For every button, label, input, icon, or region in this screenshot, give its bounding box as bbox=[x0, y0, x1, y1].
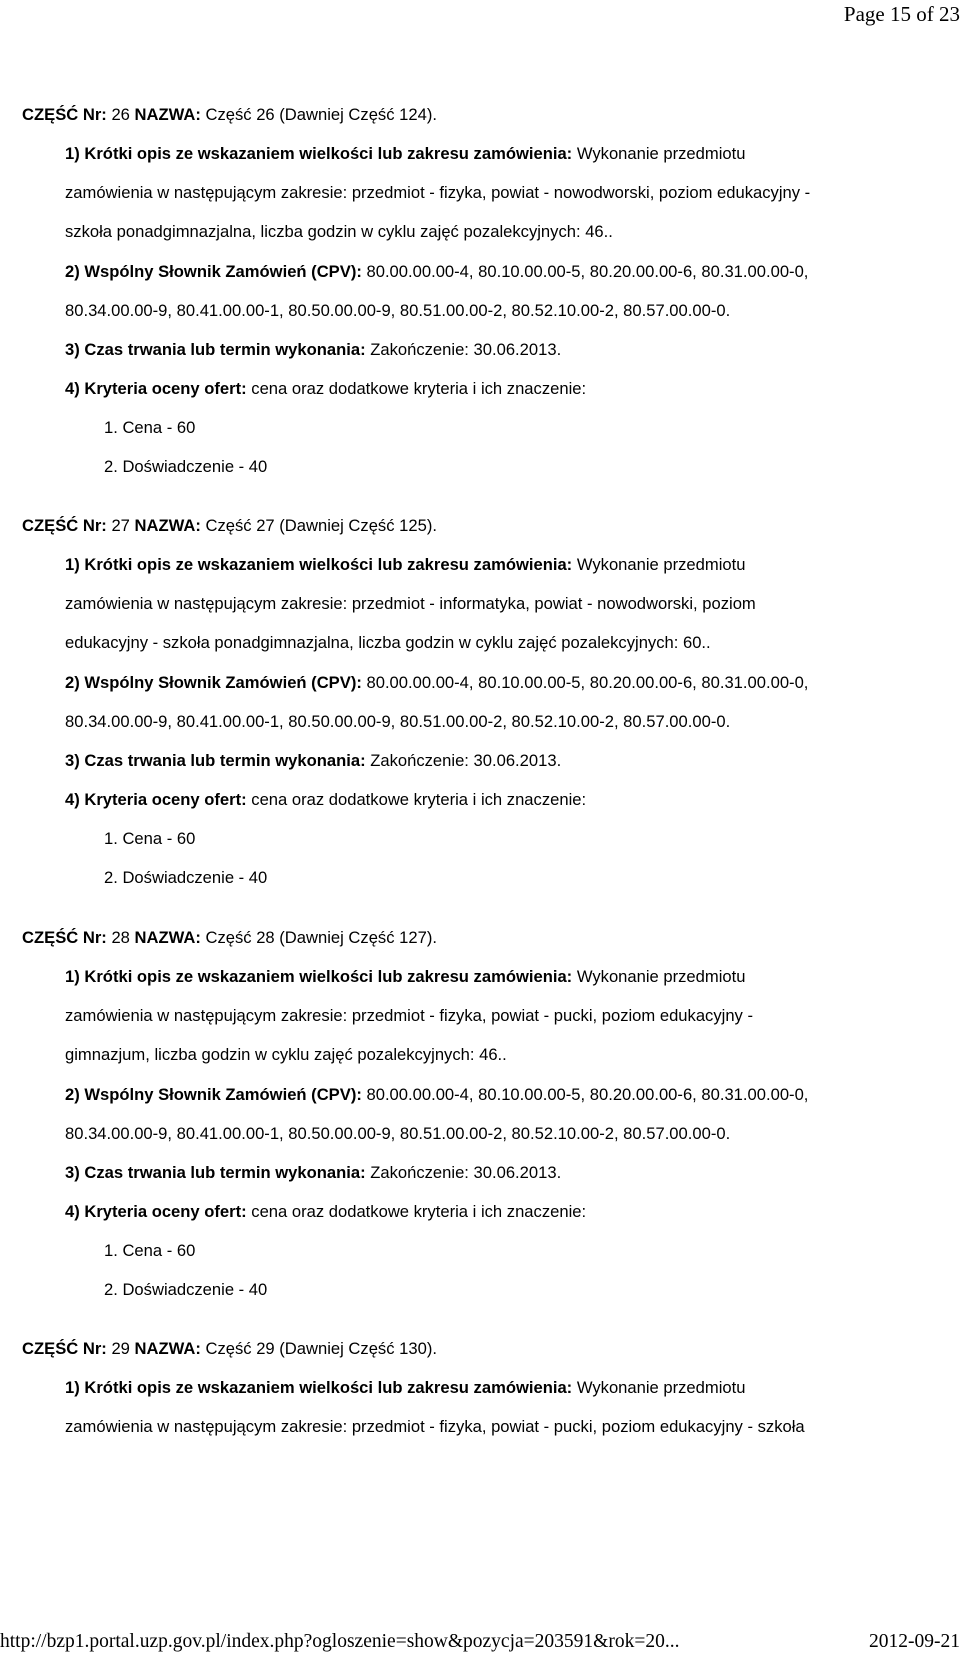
description-label: 1) Krótki opis ze wskazaniem wielkości lub zakresu zamówienia: bbox=[65, 967, 573, 986]
cpv-codes bbox=[65, 663, 952, 741]
duration-label: 3) Czas trwania lub termin wykonania: bbox=[65, 339, 366, 359]
description-text: zamówienia w następującym zakresie: przedmiot - fizyka, powiat - pucki, poziom edukacyjny - bbox=[65, 1006, 753, 1026]
cpv-value: 80.00.00.00-4, 80.10.00.00-5, 80.20.00.00-6, 80.31.00.00-0, bbox=[361, 261, 809, 281]
duration bbox=[65, 741, 952, 780]
part-nr-label: CZĘŚĆ Nr: bbox=[22, 928, 107, 947]
duration-value: Zakończenie: 30.06.2013. bbox=[365, 1162, 562, 1182]
part-name-label: NAZWA: bbox=[134, 516, 201, 535]
description-text: Wykonanie przedmiotu bbox=[572, 967, 746, 986]
criterion-item: 2. Doświadczenie - 40 bbox=[104, 868, 268, 888]
criteria-intro bbox=[65, 1192, 952, 1231]
part-heading bbox=[22, 918, 952, 957]
short-description bbox=[65, 957, 952, 1075]
criteria-value: cena oraz dodatkowe kryteria i ich znaczenie: bbox=[246, 790, 587, 810]
cpv-codes bbox=[65, 252, 952, 330]
part-nr-value: 29 bbox=[106, 1339, 135, 1358]
description-label: 1) Krótki opis ze wskazaniem wielkości lub zakresu zamówienia: bbox=[65, 144, 573, 163]
page-footer bbox=[0, 1630, 960, 1654]
criteria-intro bbox=[65, 369, 952, 408]
duration bbox=[65, 330, 952, 369]
cpv-value: 80.00.00.00-4, 80.10.00.00-5, 80.20.00.00-6, 80.31.00.00-0, bbox=[361, 1084, 809, 1104]
part-heading bbox=[22, 1329, 952, 1368]
duration-value: Zakończenie: 30.06.2013. bbox=[365, 339, 562, 359]
description-text: edukacyjny - szkoła ponadgimnazjalna, liczba godzin w cyklu zajęć pozalekcyjnych: 60.. bbox=[65, 633, 711, 653]
criteria-value: cena oraz dodatkowe kryteria i ich znaczenie: bbox=[246, 1202, 587, 1222]
description-text: Wykonanie przedmiotu bbox=[572, 1378, 746, 1397]
criteria-label: 4) Kryteria oceny ofert: bbox=[65, 790, 247, 810]
part-name-value: Część 27 (Dawniej Część 125). bbox=[200, 516, 437, 535]
duration-value: Zakończenie: 30.06.2013. bbox=[365, 750, 562, 770]
part-nr-label: CZĘŚĆ Nr: bbox=[22, 105, 107, 124]
part-nr-label: CZĘŚĆ Nr: bbox=[22, 1339, 107, 1358]
criterion-item: 1. Cena - 60 bbox=[104, 418, 196, 438]
description-text: zamówienia w następującym zakresie: przedmiot - informatyka, powiat - nowodworski, poziom bbox=[65, 594, 756, 614]
short-description bbox=[65, 545, 952, 663]
part-heading bbox=[22, 506, 952, 545]
criteria-label: 4) Kryteria oceny ofert: bbox=[65, 1202, 247, 1222]
cpv-codes bbox=[65, 1075, 952, 1153]
cpv-value: 80.34.00.00-9, 80.41.00.00-1, 80.50.00.00-9, 80.51.00.00-2, 80.52.10.00-2, 80.57.00.00-0. bbox=[65, 300, 731, 320]
part-heading bbox=[22, 95, 952, 134]
criterion-item: 1. Cena - 60 bbox=[104, 1241, 196, 1261]
part-nr-value: 27 bbox=[106, 516, 135, 535]
criteria-label: 4) Kryteria oceny ofert: bbox=[65, 379, 247, 399]
part-name-value: Część 29 (Dawniej Część 130). bbox=[200, 1339, 437, 1358]
part-name-value: Część 28 (Dawniej Część 127). bbox=[200, 928, 437, 947]
cpv-label: 2) Wspólny Słownik Zamówień (CPV): bbox=[65, 1084, 362, 1104]
description-label: 1) Krótki opis ze wskazaniem wielkości lub zakresu zamówienia: bbox=[65, 1378, 573, 1397]
part-name-label: NAZWA: bbox=[134, 105, 201, 124]
cpv-label: 2) Wspólny Słownik Zamówień (CPV): bbox=[65, 672, 362, 692]
cpv-value: 80.00.00.00-4, 80.10.00.00-5, 80.20.00.00-6, 80.31.00.00-0, bbox=[361, 672, 809, 692]
duration bbox=[65, 1153, 952, 1192]
description-text: gimnazjum, liczba godzin w cyklu zajęć pozalekcyjnych: 46.. bbox=[65, 1045, 507, 1065]
part-name-label: NAZWA: bbox=[134, 928, 201, 947]
description-text: szkoła ponadgimnazjalna, liczba godzin w cyklu zajęć pozalekcyjnych: 46.. bbox=[65, 222, 613, 242]
part-name-value: Część 26 (Dawniej Część 124). bbox=[200, 105, 437, 124]
cpv-value: 80.34.00.00-9, 80.41.00.00-1, 80.50.00.00-9, 80.51.00.00-2, 80.52.10.00-2, 80.57.00.00-0. bbox=[65, 711, 731, 731]
description-text: zamówienia w następującym zakresie: przedmiot - fizyka, powiat - pucki, poziom edukacyjny - szkoła bbox=[65, 1417, 805, 1437]
part-nr-value: 28 bbox=[106, 928, 135, 947]
criteria-intro bbox=[65, 780, 952, 819]
description-text: Wykonanie przedmiotu bbox=[572, 555, 746, 574]
criterion-item: 2. Doświadczenie - 40 bbox=[104, 457, 268, 477]
cpv-label: 2) Wspólny Słownik Zamówień (CPV): bbox=[65, 261, 362, 281]
part-nr-value: 26 bbox=[106, 105, 135, 124]
part-nr-label: CZĘŚĆ Nr: bbox=[22, 516, 107, 535]
criterion-item: 2. Doświadczenie - 40 bbox=[104, 1280, 268, 1300]
criteria-value: cena oraz dodatkowe kryteria i ich znaczenie: bbox=[246, 379, 587, 399]
part-section-26 bbox=[22, 95, 952, 486]
page-number: Page 15 of 23 bbox=[843, 2, 960, 26]
description-text: Wykonanie przedmiotu bbox=[572, 144, 746, 163]
duration-label: 3) Czas trwania lub termin wykonania: bbox=[65, 1162, 366, 1182]
cpv-value: 80.34.00.00-9, 80.41.00.00-1, 80.50.00.00-9, 80.51.00.00-2, 80.52.10.00-2, 80.57.00.00-0. bbox=[65, 1123, 731, 1143]
duration-label: 3) Czas trwania lub termin wykonania: bbox=[65, 750, 366, 770]
description-label: 1) Krótki opis ze wskazaniem wielkości lub zakresu zamówienia: bbox=[65, 555, 573, 574]
criterion-item: 1. Cena - 60 bbox=[104, 829, 196, 849]
part-name-label: NAZWA: bbox=[134, 1339, 201, 1358]
footer-url: http://bzp1.portal.uzp.gov.pl/index.php?ogloszenie=show&pozycja=203591&rok=20... bbox=[0, 1631, 680, 1652]
short-description bbox=[65, 1368, 952, 1446]
short-description bbox=[65, 134, 952, 252]
part-section-29 bbox=[22, 1329, 952, 1446]
part-section-28 bbox=[22, 918, 952, 1309]
description-text: zamówienia w następującym zakresie: przedmiot - fizyka, powiat - nowodworski, poziom edukacyjny - bbox=[65, 183, 811, 203]
part-section-27 bbox=[22, 506, 952, 897]
footer-date: 2012-09-21 bbox=[869, 1631, 960, 1652]
